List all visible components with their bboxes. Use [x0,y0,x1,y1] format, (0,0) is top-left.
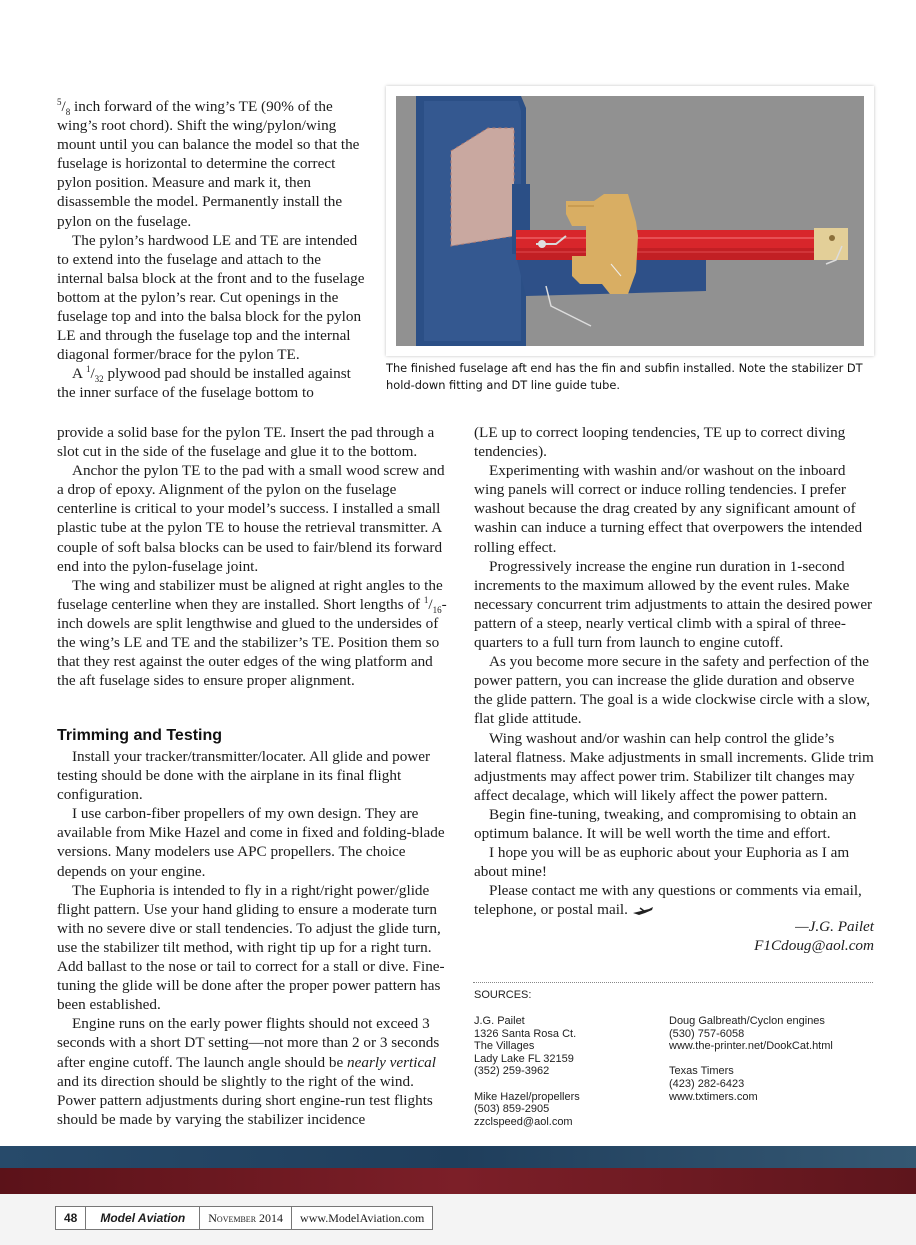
sources-right-list: Doug Galbreath/Cyclon engines (530) 757-6058 www.the-printer.net/DookCat.html Texas Timers (423) 282-6423 www.txtimers.com [669,1015,833,1103]
website-url: www.ModelAviation.com [300,1211,425,1225]
magazine-name: Model Aviation [86,1207,200,1229]
paragraph: The wing and stabilizer must be aligned at right angles to the fuselage centerline when they are installed. Short lengths of $^1/_{16}$-inch dowels are split lengthwise and glued to the undersides of the wing’s LE and TE and the stabilizer’s TE. Position them so that they rest against the outer edges of the wing platform and the aft fuselage sides to ensure proper alignment. [57,576,447,690]
sources-label: SOURCES: [474,989,532,1001]
section-heading: Trimming and Testing [57,727,223,744]
emphasis: nearly vertical [347,1053,436,1071]
paragraph-text: plywood pad should be installed against the inner surface of the fuselage bottom to [57,365,351,402]
author-email: F1Cdoug@aol.com [754,937,874,954]
paragraph-text: Please contact me with any questions or comments via email, telephone, or postal mail. [474,882,862,919]
paragraph: A $^1/_{32}$ plywood pad should be installed against the inner surface of the fuselage bottom to [57,364,351,402]
paragraph: (LE up to correct looping tendencies, TE up to correct diving tendencies). [474,424,846,461]
sources-divider [473,982,873,983]
left-column-top [57,97,367,403]
paragraph-text: The wing and stabilizer must be aligned at right angles to the fuselage centerline when they are installed. Short lengths of [57,576,443,613]
issue-date: November 2014 [200,1207,292,1229]
fraction-numerator: 1 [423,594,429,605]
paragraph: Install your tracker/transmitter/locater. All glide and power testing should be done with the airplane in its final flight configuration. [57,748,431,804]
airplane-icon [632,905,654,917]
sources-left-list: J.G. Pailet 1326 Santa Rosa Ct. The Villages Lady Lake FL 32159 (352) 259-3962 Mike Hazel/propellers (503) 859-2905 zzclspeed@aol.com [474,1015,580,1128]
left-column-bottom [57,747,454,1129]
fraction-denominator: 32 [94,374,104,385]
paragraph: Experimenting with washin and/or washout on the inboard wing panels will correct or induce rolling tendencies. I prefer washout because the drag created by any significant amount of washin can induce a turning effect that overpowers the intended rolling effect. [474,462,863,556]
paragraph: Begin fine-tuning, tweaking, and compromising to obtain an optimum balance. It will be well worth the time and effort. [474,805,857,842]
paragraph: $^5/_8$ inch forward of the wing’s TE (90% of the wing’s root chord). Shift the wing/pylon/wing mount until you can balance the model so that the fuselage is horizontal to determine the correct pylon position. Measure and mark it, then disassemble the model. Permanently install the pylon on the fuselage. [57,96,360,230]
fuselage-photo [396,96,864,346]
paragraph: Progressively increase the engine run duration in 1-second increments to the maximum allowed by the event rules. Make necessary concurrent trim adjustments to attain the desired power pattern of a steep, nearly vertical climb with a spiral of three-quarters to a full turn from launch to engine cutoff. [474,557,873,652]
photo-caption: The finished fuselage aft end has the fin and subfin installed. Note the stabilizer DT hold-down fitting and DT line guide tube. [386,361,863,392]
paragraph: I hope you will be as euphoric about your Euphoria as I am about mine! [474,844,850,881]
paragraph [57,1014,454,1129]
paragraph [474,881,874,919]
left-column-mid [57,423,454,690]
page-footer [55,1206,433,1230]
fraction-numerator: 5 [57,96,62,107]
paragraph: Anchor the pylon TE to the pad with a small wood screw and a drop of epoxy. Alignment of the pylon on the fuselage centerline is critical to your model’s success. I installed a small plastic tube at the pylon TE to house the retrieval transmitter. A couple of soft balsa blocks can be used to fair/blend its forward end into the pylon-fuselage joint. [57,462,445,575]
paragraph: provide a solid base for the pylon TE. Insert the pad through a slot cut in the side of the fuselage and glue it to the bottom. [57,424,435,461]
paragraph-text: and its direction should be slightly to the right of the wind. Power pattern adjustments during short engine-run test flights should be made by varying the stabilizer incidence [57,1072,433,1128]
footer-band-blue [0,1146,916,1168]
paragraph: The pylon’s hardwood LE and TE are intended to extend into the fuselage and attach to the internal balsa block at the front and to the fuselage bottom at the pylon’s rear. Cut openings in the fuselage top and into the balsa block for the pylon LE and through the fuselage top and the internal diagonal former/brace for the pylon TE. [57,231,365,364]
paragraph-text: Engine runs on the early power flights should not exceed 3 seconds with a short DT setting—not more than 2 or 3 seconds after engine cutoff. The launch angle should be [57,1015,440,1071]
paragraph-text: inch forward of the wing’s TE (90% of the wing’s root chord). Shift the wing/pylon/wing mount until you can balance the model so that the fuselage is horizontal to determine the correct pylon position. Measure and mark it, then disassemble the model. Permanently install the pylon on the fuselage. [57,98,360,230]
right-column [474,423,874,919]
photo-frame [386,86,874,356]
paragraph: The Euphoria is intended to fly in a right/right power/glide flight pattern. Use your hand gliding to ensure a moderate turn with no severe dive or stall tendencies. To adjust the glide turn, use the stabilizer tilt method, with right tip up for a right turn. Add ballast to the nose or tail to correct for a stall or dive. Fine-tuning the glide will be done after the proper power pattern has been established. [57,881,445,1014]
footer-band-red [0,1168,916,1194]
fraction-numerator: 1 [85,364,91,375]
paragraph-prefix: A [72,365,83,383]
page-number: 48 [56,1207,86,1229]
fraction-denominator: 8 [65,107,71,118]
paragraph-text: -inch dowels are split lengthwise and glued to the undersides of the wing’s LE and TE and the stabilizer’s TE. Position them so that they rest against the outer edges of the wing platform and the aft fuselage sides to ensure proper alignment. [57,595,447,690]
fraction-denominator: 16 [432,604,442,615]
paragraph: As you become more secure in the safety and perfection of the power pattern, you can increase the glide duration and observe the glide pattern. The goal is a wide clockwise circle with a slow, flat glide attitude. [474,653,871,728]
author-signature: —J.G. Pailet [795,918,874,935]
paragraph: Wing washout and/or washin can help control the glide’s lateral flatness. Make adjustments in small increments. Glide trim adjustments may affect power trim. Stabilizer tilt changes may affect decalage, which will likely affect the power pattern. [474,729,874,804]
paragraph: I use carbon-fiber propellers of my own design. They are available from Mike Hazel and come in fixed and folding-blade versions. Many modelers use APC propellers. The choice depends on your engine. [57,805,445,880]
